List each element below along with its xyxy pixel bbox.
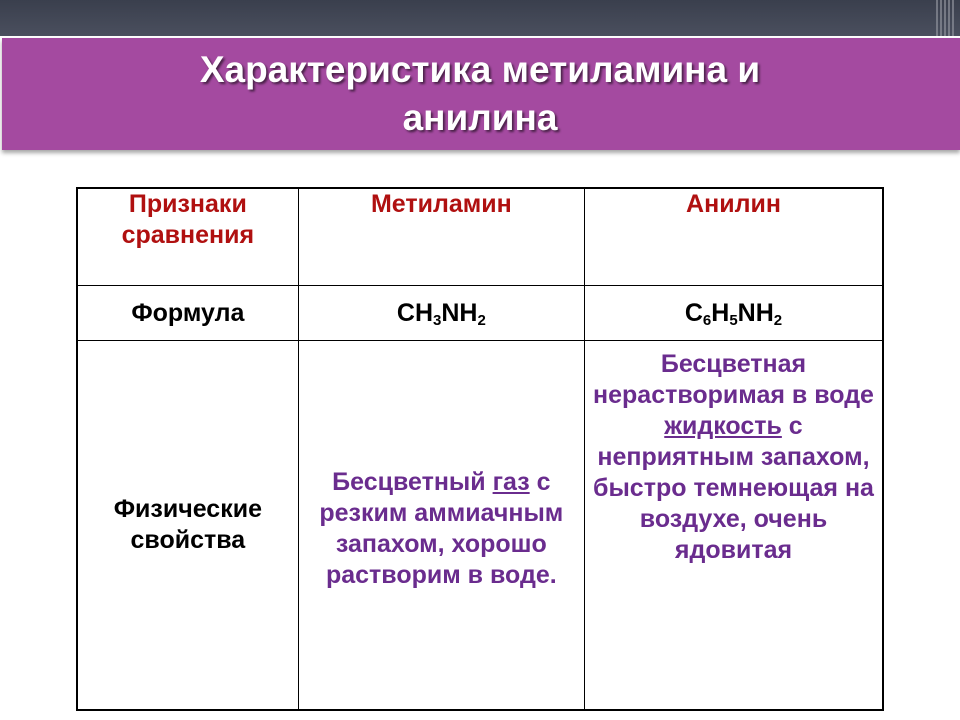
formula-row	[77, 286, 883, 341]
formula-subscript: 6	[702, 311, 712, 329]
physical-properties-label: Физические свойства	[77, 341, 298, 711]
description-text: Бесцветная нерастворимая в воде	[593, 350, 874, 409]
aniline-formula	[584, 286, 883, 341]
formula-part: H	[711, 298, 730, 327]
formula-part: NH	[441, 298, 478, 327]
corner-decoration	[936, 0, 956, 36]
description-text: с резким аммиачным запахом, хорошо растворим в воде.	[319, 468, 564, 589]
formula-part: CH	[396, 298, 433, 327]
formula-subscript: 2	[773, 311, 783, 329]
aniline-physical-description	[584, 341, 883, 711]
methylamine-formula	[298, 286, 584, 341]
table-header-row	[77, 188, 883, 286]
comparison-table	[76, 187, 884, 711]
physical-properties-row	[77, 341, 883, 711]
formula-label: Формула	[77, 286, 298, 341]
slide-title: Характеристика метиламина и анилина	[199, 49, 761, 138]
formula-subscript: 2	[477, 311, 486, 329]
top-bar	[0, 0, 960, 36]
methylamine-physical-description	[298, 341, 584, 711]
header-aniline: Анилин	[584, 188, 883, 286]
state-highlight: газ	[492, 468, 530, 496]
description-text: с неприятным запахом, быстро темнеющая на воздухе, очень ядовитая	[593, 412, 874, 564]
state-highlight: жидкость	[664, 412, 782, 440]
formula-part: C	[684, 298, 703, 327]
formula-subscript: 5	[729, 311, 738, 329]
formula-part: NH	[737, 298, 774, 327]
header-criteria: Признаки сравнения	[77, 188, 298, 286]
description-text: Бесцветный	[332, 468, 493, 496]
header-methylamine: Метиламин	[298, 188, 584, 286]
formula-subscript: 3	[433, 311, 442, 329]
